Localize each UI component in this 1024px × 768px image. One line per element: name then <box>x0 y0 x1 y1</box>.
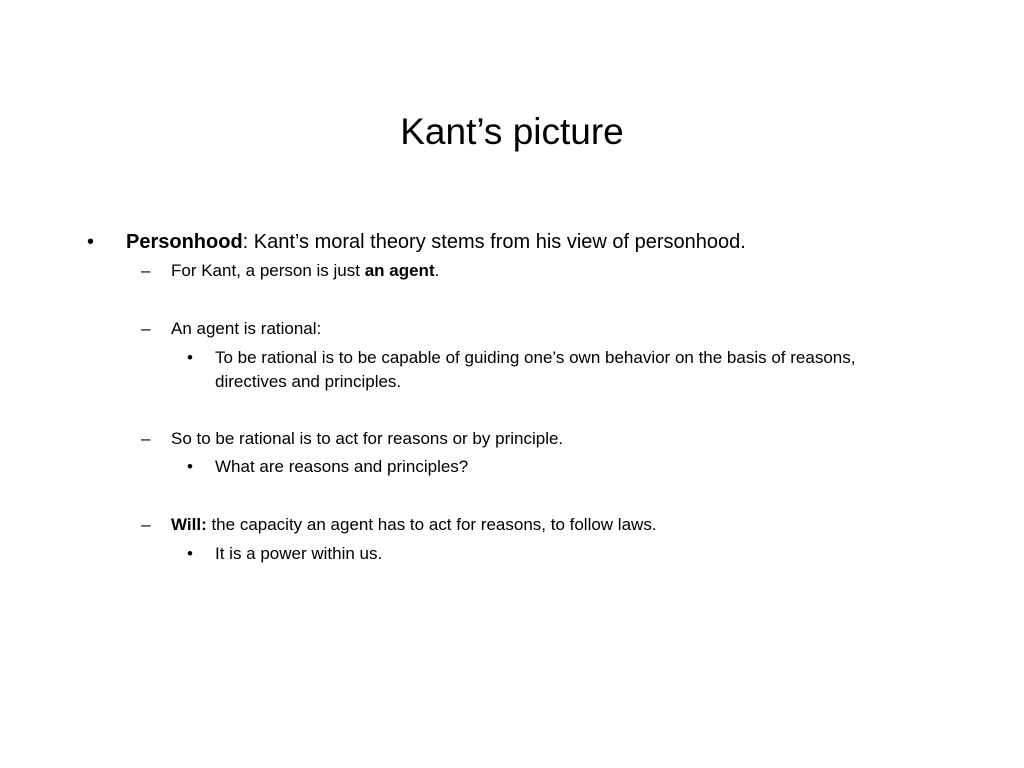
detail-reasons-question <box>187 455 907 479</box>
sub-point-text: For Kant, a person is just an agent. <box>171 261 440 280</box>
detail-text: What are reasons and principles? <box>215 457 469 476</box>
sub-point-text: Will: the capacity an agent has to act for reasons, to follow laws. <box>171 515 657 534</box>
detail-text: To be rational is to be capable of guiding one’s own behavior on the basis of reasons, directives and principles. <box>215 348 856 391</box>
personhood-description: : Kant’s moral theory stems from his view of personhood. <box>242 231 746 253</box>
detail-text: It is a power within us. <box>215 544 383 563</box>
sub-point-text: An agent is rational: <box>171 319 322 338</box>
agent-term: an agent <box>364 261 435 280</box>
bullet-marker: • <box>187 348 193 367</box>
dash-marker: – <box>141 261 151 280</box>
bullet-marker: • <box>87 231 95 253</box>
sub-point-text: So to be rational is to act for reasons or by principle. <box>171 429 564 448</box>
slide-title: Kant’s picture <box>400 111 624 152</box>
dash-marker: – <box>141 429 151 448</box>
bullet-marker: • <box>187 544 193 563</box>
dash-marker: – <box>141 515 151 534</box>
dash-marker: – <box>141 319 151 338</box>
bullet-marker: • <box>187 457 193 476</box>
detail-rational-definition <box>187 346 907 396</box>
personhood-term: Personhood <box>126 231 243 253</box>
detail-will-power <box>187 542 907 566</box>
will-term: Will: <box>171 515 207 534</box>
main-bullet-text <box>126 229 746 255</box>
